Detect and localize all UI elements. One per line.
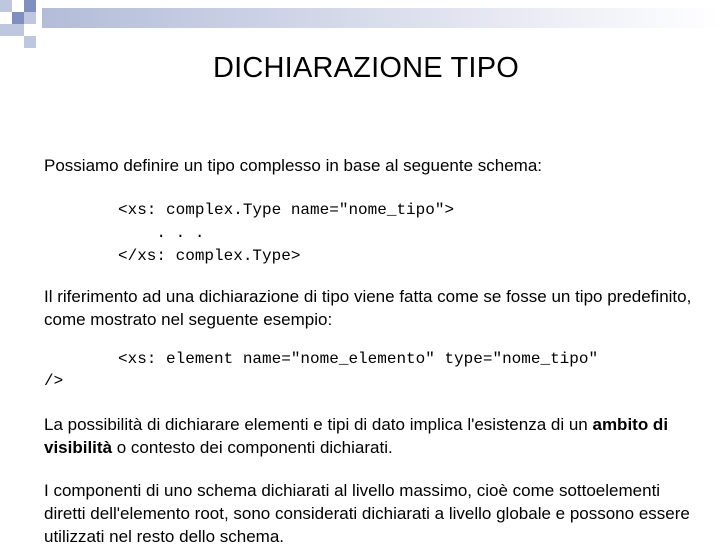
decor-square <box>12 0 24 12</box>
decor-square <box>24 0 36 12</box>
decor-square <box>24 36 36 48</box>
code-line: . . . <box>118 224 205 242</box>
code-line-element-close: /> <box>44 372 64 390</box>
decor-square <box>12 24 24 36</box>
gradient-bar <box>42 8 720 28</box>
decor-square <box>0 24 12 36</box>
decor-square <box>24 24 36 36</box>
reference-text: Il riferimento ad una dichiarazione di tipo viene fatta come se fosse un tipo predefinito, come mostrato nel seguente esempio: <box>44 287 692 329</box>
code-line: </xs: complex.Type> <box>118 247 301 265</box>
code-line: <xs: complex.Type name="nome_tipo"> <box>118 201 455 219</box>
header-decoration <box>0 0 720 48</box>
slide-title: DICHIARAZIONE TIPO <box>213 52 519 84</box>
visibility-text-start: La possibilità di dichiarare elementi e tipi di dato implica l'esistenza di un <box>44 415 593 434</box>
visibility-term: ambito di visibilità <box>44 415 669 457</box>
visibility-text-end: o contesto dei componenti dichiarati. <box>112 438 393 457</box>
code-line-element: <xs: element name="nome_elemento" type="nome_tipo" <box>118 350 599 368</box>
visibility-text <box>44 413 694 459</box>
components-text: I componenti di uno schema dichiarati al livello massimo, cioè come sottoelementi diretti dell'elemento root, sono considerati dichiarati a livello globale e possono essere utilizzati nel resto dello schema. <box>44 481 690 546</box>
intro-text: Possiamo definire un tipo complesso in base al seguente schema: <box>44 156 543 175</box>
decor-square <box>0 0 12 12</box>
decor-square <box>24 12 36 24</box>
decor-square <box>12 12 24 24</box>
code-block-complex-type <box>118 199 454 268</box>
